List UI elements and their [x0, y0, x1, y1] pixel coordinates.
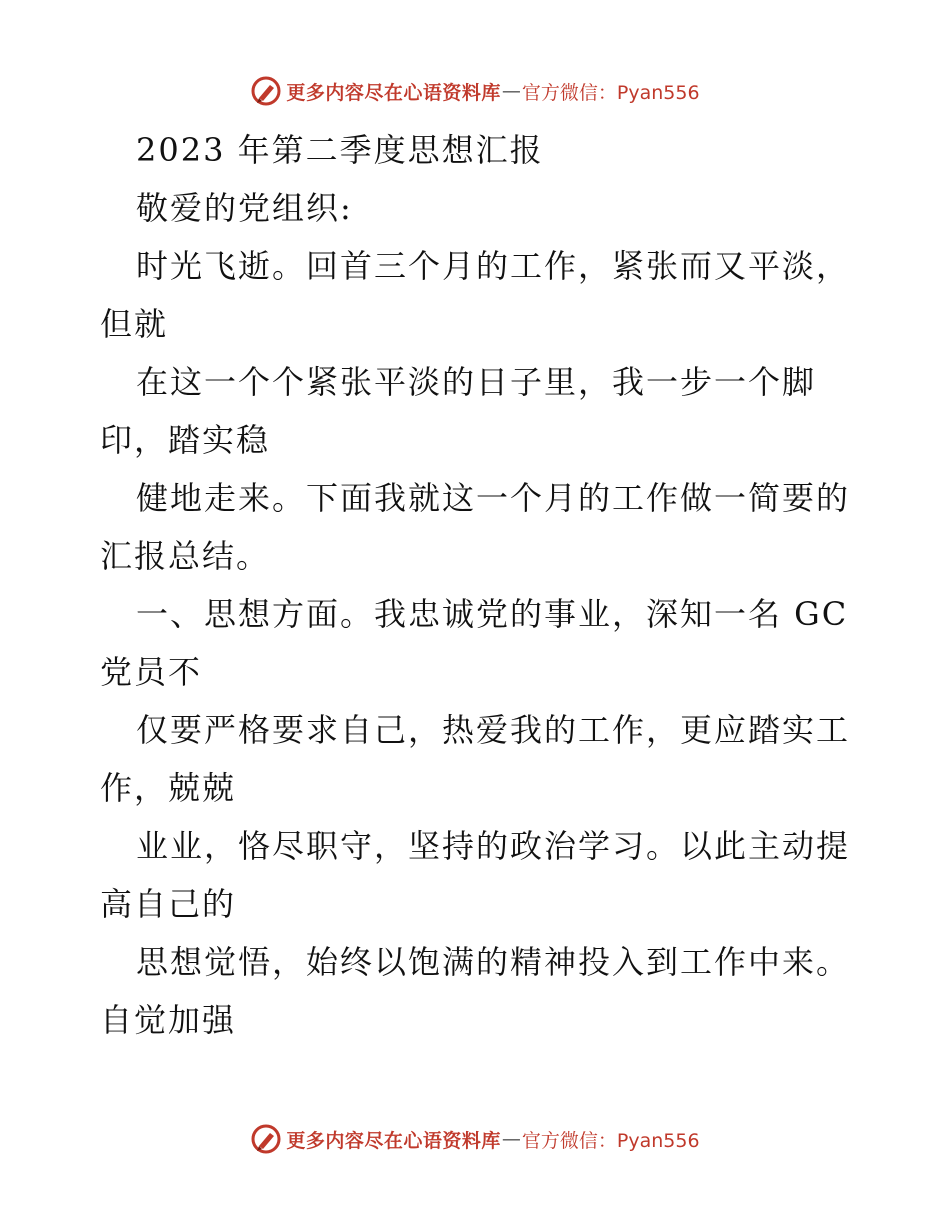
paragraph-line: 印，踏实稳: [100, 421, 271, 459]
banner-promo-text: 更多内容尽在心语资料库: [286, 81, 501, 104]
header-banner: [0, 71, 950, 111]
document-body: [100, 121, 870, 1049]
paragraph-line: 但就: [100, 305, 169, 343]
paragraph-line: 时光飞逝。回首三个月的工作，紧张而又平淡，: [136, 247, 851, 285]
banner-separator: —: [501, 1128, 521, 1150]
footer-banner: [0, 1119, 950, 1159]
paragraph-line: 自觉加强: [100, 1001, 237, 1039]
paragraph-line: 仅要严格要求自己，热爱我的工作，更应踏实工: [136, 711, 851, 749]
paragraph-line: 高自己的: [100, 885, 237, 923]
banner-separator: —: [501, 80, 521, 102]
banner-contact-text: 官方微信：Pyan556: [521, 1129, 700, 1152]
document-title: 2023 年第二季度思想汇报: [136, 131, 544, 169]
paragraph-line: 思想觉悟，始终以饱满的精神投入到工作中来。: [136, 943, 851, 981]
paragraph-line: 业业，恪尽职守，坚持的政治学习。以此主动提: [136, 827, 851, 865]
paragraph-line: 在这一个个紧张平淡的日子里，我一步一个脚: [136, 363, 817, 401]
paragraph-line: 汇报总结。: [100, 537, 271, 575]
banner-promo-text: 更多内容尽在心语资料库: [286, 1129, 501, 1152]
paragraph-line: 健地走来。下面我就这一个月的工作做一简要的: [136, 479, 851, 517]
pen-circle-logo-icon: [250, 1123, 282, 1155]
banner-contact-text: 官方微信：Pyan556: [521, 81, 700, 104]
pen-circle-logo-icon: [250, 75, 282, 107]
salutation: 敬爱的党组织:: [136, 189, 353, 227]
paragraph-line: 党员不: [100, 653, 203, 691]
paragraph-line: 作，兢兢: [100, 769, 237, 807]
paragraph-line: 一、思想方面。我忠诚党的事业，深知一名 GC: [136, 595, 849, 633]
